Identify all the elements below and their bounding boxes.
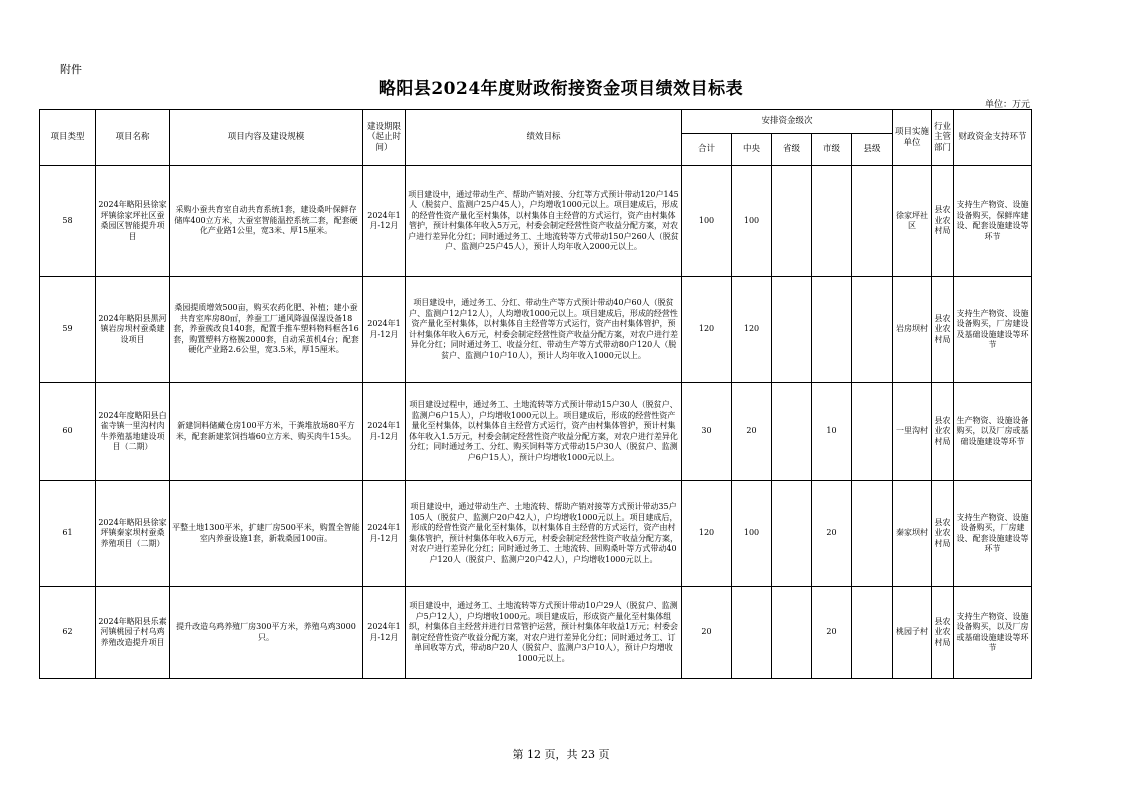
table-row <box>40 587 1032 679</box>
header-content: 项目内容及建设规模 <box>170 110 363 166</box>
funding-county <box>852 277 893 383</box>
funding-total: 100 <box>682 166 732 277</box>
dept: 县农业农村局 <box>932 587 954 679</box>
project-content: 提升改造乌鸡养殖厂房300平方米，养殖乌鸡3000只。 <box>170 587 363 679</box>
header-city: 市级 <box>812 134 852 166</box>
funding-central: 120 <box>732 277 772 383</box>
funding-provincial <box>772 277 812 383</box>
row-number: 60 <box>40 383 96 481</box>
impl-unit: 徐家坪社区 <box>893 166 932 277</box>
table-row <box>40 277 1032 383</box>
project-period: 2024年1月-12月 <box>363 383 406 481</box>
header-total: 合计 <box>682 134 732 166</box>
header-dept: 行业主管部门 <box>932 110 954 166</box>
funding-total: 120 <box>682 481 732 587</box>
dept: 县农业农村局 <box>932 383 954 481</box>
project-name: 2024年度略阳县白雀寺镇一里沟村肉牛养殖基地建设项目（二期） <box>96 383 170 481</box>
attachment-label: 附件 <box>60 63 82 76</box>
funding-central: 100 <box>732 481 772 587</box>
funding-city: 20 <box>812 587 852 679</box>
support-stage: 支持生产物资、设施设备购买，厂房建设及基础设施建设等环节 <box>954 277 1032 383</box>
unit-label: 单位：万元 <box>984 100 1030 110</box>
support-stage: 支持生产物资、设施设备购买，厂房建设、配套设施建设等环节 <box>954 481 1032 587</box>
header-funding: 安排资金级次 <box>682 110 893 134</box>
performance-goal: 项目建设中，通过务工、土地流转等方式预计带动10户29人（脱贫户、监测户5户12人），户均增收1000元。项目建成后，形成资产量化至村集体组织，村集体自主经营并进行日常管护运营，预计村集体年收益1万元；村委会制定经营性资产收益分配方案，对农户进行差异化分红；同时通过务工、订单回收等方式，带动8户20人（脱贫户、监测户3户10人），预计户均增收1000元以上。 <box>406 587 682 679</box>
table-row <box>40 383 1032 481</box>
funding-city: 20 <box>812 481 852 587</box>
row-number: 58 <box>40 166 96 277</box>
support-stage: 支持生产物资、设施设备购买，以及厂房或基础设施建设等环节 <box>954 587 1032 679</box>
funding-central <box>732 587 772 679</box>
support-stage: 生产物资、设施设备购买，以及厂房或基础设施建设等环节 <box>954 383 1032 481</box>
project-period: 2024年1月-12月 <box>363 166 406 277</box>
performance-goal: 项目建设过程中，通过务工、土地流转等方式预计带动15户30人（脱贫户、监测户6户15人），户均增收1000元以上。项目建成后，形成的经营性资产量化至村集体，以村集体自主经营方式运行，资产由村集体管护，预计村集体年收入1.5万元，村委会制定经营性资产收益分配方案，对农户进行差异化分红；同时通过务工、分红、购买饲料等方式带动15户30人（脱贫户、监测户6户15人），预计户均增收1000元以上。 <box>406 383 682 481</box>
support-stage: 支持生产物资、设施设备购买，保鲜库建设、配套设施建设等环节 <box>954 166 1032 277</box>
impl-unit: 桃园子村 <box>893 587 932 679</box>
project-period: 2024年1月-12月 <box>363 277 406 383</box>
dept: 县农业农村局 <box>932 481 954 587</box>
header-goal: 绩效目标 <box>406 110 682 166</box>
header-period: 建设期限（起止时间） <box>363 110 406 166</box>
dept: 县农业农村局 <box>932 277 954 383</box>
funding-provincial <box>772 166 812 277</box>
table-row <box>40 166 1032 277</box>
funding-central: 100 <box>732 166 772 277</box>
performance-table <box>39 109 1032 679</box>
row-number: 61 <box>40 481 96 587</box>
funding-county <box>852 481 893 587</box>
header-provincial: 省级 <box>772 134 812 166</box>
funding-provincial <box>772 481 812 587</box>
project-name: 2024年略阳县黑河镇岩房坝村蚕桑建设项目 <box>96 277 170 383</box>
funding-total: 30 <box>682 383 732 481</box>
header-impl-unit: 项目实施单位 <box>893 110 932 166</box>
performance-goal: 项目建设中，通过务工、分红、带动生产等方式预计带动40户60人（脱贫户、监测户12户12人），人均增收1000元以上。项目建成后，形成的经营性资产量化至村集体，以村集体自主经营等方式运行，资产由村集体管护，预计村集体年收入6万元，村委会制定经营性资产收益分配方案，对农户进行差异化分红；同时通过务工、收益分红、带动生产等方式带动80户120人（脱贫户、监测户10户10人），预计人均年收入1000元以上。 <box>406 277 682 383</box>
funding-provincial <box>772 383 812 481</box>
project-content: 桑园提质增效500亩，购买农药化肥、补植；建小蚕共育室库房80㎡，养蚕工厂通风降温保湿设备18套，养蚕蔟改良140套，配置手推车塑料物料框各16套，购置塑料方格簇2000套，自动采茧机4台；配套硬化产业路2.6公里，宽3.5米，厚15厘米。 <box>170 277 363 383</box>
funding-city <box>812 166 852 277</box>
funding-city: 10 <box>812 383 852 481</box>
funding-county <box>852 166 893 277</box>
row-number: 59 <box>40 277 96 383</box>
row-number: 62 <box>40 587 96 679</box>
funding-city <box>812 277 852 383</box>
funding-total: 120 <box>682 277 732 383</box>
header-support: 财政资金支持环节 <box>954 110 1032 166</box>
header-central: 中央 <box>732 134 772 166</box>
performance-goal: 项目建设中，通过带动生产、土地流转、帮助产销对接等方式预计带动35户105人（脱贫户、监测户20户42人），户均增收1000元以上。项目建成后，形成的经营性资产量化至村集体，以村集体自主经营的方式运行，资产由村集体管护，预计村集体年收入6万元，村委会制定经营性资产收益分配方案，对农户进行差异化分红；同时通过务工、土地流转、回购桑叶等方式带动40户120人（脱贫户、监测户20户42人），户均增收1000元以上。 <box>406 481 682 587</box>
project-period: 2024年1月-12月 <box>363 481 406 587</box>
header-name: 项目名称 <box>96 110 170 166</box>
project-period: 2024年1月-12月 <box>363 587 406 679</box>
project-name: 2024年略阳县徐家坪镇徐家坪社区蚕桑园区智能提升项目 <box>96 166 170 277</box>
funding-county <box>852 383 893 481</box>
project-name: 2024年略阳县徐家坪镇秦家坝村蚕桑养殖项目（二期） <box>96 481 170 587</box>
project-content: 平整土地1300平米，扩建厂房500平米，购置全智能室内养蚕设施1套，新栽桑园100亩。 <box>170 481 363 587</box>
funding-total: 20 <box>682 587 732 679</box>
table-row <box>40 481 1032 587</box>
impl-unit: 岩房坝村 <box>893 277 932 383</box>
project-name: 2024年略阳县乐素河镇桃园子村乌鸡养殖改造提升项目 <box>96 587 170 679</box>
page-title: 略阳县2024年度财政衔接资金项目绩效目标表 <box>378 79 744 99</box>
page-footer: 第 12 页，共 23 页 <box>512 748 610 761</box>
funding-central: 20 <box>732 383 772 481</box>
impl-unit: 秦家坝村 <box>893 481 932 587</box>
project-content: 新建饲料储藏仓房100平方米，干粪堆放场80平方米，配套新建浆饲挡墙60立方米、购买肉牛15头。 <box>170 383 363 481</box>
impl-unit: 一里沟村 <box>893 383 932 481</box>
header-type: 项目类型 <box>40 110 96 166</box>
header-county: 县级 <box>852 134 893 166</box>
funding-provincial <box>772 587 812 679</box>
project-content: 采购小蚕共育室自动共育系统1套，建设桑叶保鲜存储库400立方米，大蚕室智能温控系统二套，配套硬化产业路1公里，宽3米、厚15厘米。 <box>170 166 363 277</box>
dept: 县农业农村局 <box>932 166 954 277</box>
funding-county <box>852 587 893 679</box>
performance-goal: 项目建设中，通过带动生产、帮助产销对接、分红等方式预计带动120户145人（脱贫户、监测户25户45人），户均增收1000元以上。项目建成后，形成的经营性资产量化至村集体，以村集体自主经营的方式运行，资产由村集体管护，预计村集体年收入5万元，村委会制定经营性资产收益分配方案，对农户进行差异化分红；同时通过务工、土地流转等方式带动150户260人（脱贫户、监测户25户45人），预计人均年收入2000元以上。 <box>406 166 682 277</box>
